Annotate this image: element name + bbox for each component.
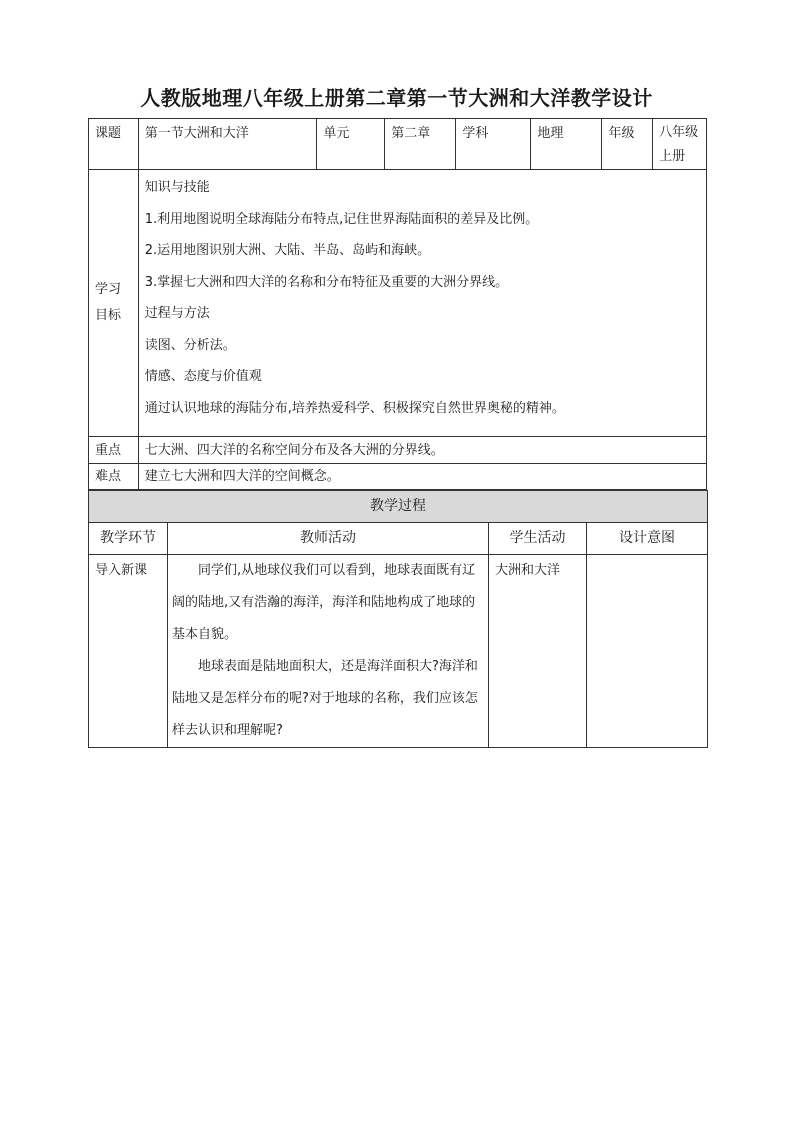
col-header-intent: 设计意图 <box>587 523 708 555</box>
design-intent-cell <box>587 555 708 748</box>
difficulty-value: 建立七大洲和四大洋的空间概念。 <box>138 464 706 490</box>
col-header-teacher: 教师活动 <box>168 523 489 555</box>
teacher-activity-cell <box>168 555 489 748</box>
lesson-label: 课题 <box>89 119 139 170</box>
subject-value: 地理 <box>531 119 602 170</box>
lesson-value: 第一节大洲和大洋 <box>138 119 317 170</box>
grade-value <box>653 119 707 170</box>
col-header-student: 学生活动 <box>489 523 587 555</box>
grade-label: 年级 <box>602 119 653 170</box>
teacher-paragraph: 地球表面是陆地面积大，还是海洋面积大?海洋和陆地又是怎样分布的呢?对于地球的名称，我们应该怎样去认识和理解呢? <box>172 659 478 738</box>
process-header: 教学过程 <box>89 491 708 523</box>
stage-cell: 导入新课 <box>89 555 168 748</box>
objective-heading-attitude: 情感、态度与价值观 <box>144 369 262 384</box>
objectives-content <box>138 170 706 437</box>
grade-value-line1: 八年级 <box>659 125 699 140</box>
objective-line: 通过认识地球的海陆分布,培养热爱科学、积极探究自然世界奥秘的精神。 <box>144 400 565 416</box>
objective-line: 3.掌握七大洲和四大洋的名称和分布特征及重要的大洲分界线。 <box>144 274 509 290</box>
grade-value-line2: 上册 <box>659 149 686 164</box>
objective-heading-process: 过程与方法 <box>144 306 210 321</box>
unit-label: 单元 <box>317 119 385 170</box>
unit-value: 第二章 <box>385 119 456 170</box>
objective-line: 2.运用地图识别大洲、大陆、半岛、岛屿和海峡。 <box>144 243 431 258</box>
objective-heading-knowledge: 知识与技能 <box>144 180 210 195</box>
objective-line: 1.利用地图说明全球海陆分布特点,记住世界海陆面积的差异及比例。 <box>144 211 539 227</box>
objectives-label <box>89 170 139 437</box>
objectives-label-line1: 学习 <box>95 282 122 297</box>
teacher-paragraph: 同学们,从地球仪我们可以看到，地球表面既有辽阔的陆地,又有浩瀚的海洋，海洋和陆地构成了地球的基本自貌。 <box>172 563 476 642</box>
student-activity-cell: 大洲和大洋 <box>489 555 587 748</box>
document-title: 人教版地理八年级上册第二章第一节大洲和大洋教学设计 <box>140 86 653 110</box>
teaching-process-table <box>88 490 708 748</box>
lesson-info-table <box>88 118 707 490</box>
objective-line: 读图、分析法。 <box>144 337 236 353</box>
key-point-value: 七大洲、四大洋的名称空间分布及各大洲的分界线。 <box>138 437 706 464</box>
col-header-stage: 教学环节 <box>89 523 168 555</box>
key-point-label: 重点 <box>89 437 139 464</box>
difficulty-label: 难点 <box>89 464 139 490</box>
table-row <box>89 555 708 748</box>
objectives-label-line2: 目标 <box>95 308 122 323</box>
subject-label: 学科 <box>456 119 531 170</box>
